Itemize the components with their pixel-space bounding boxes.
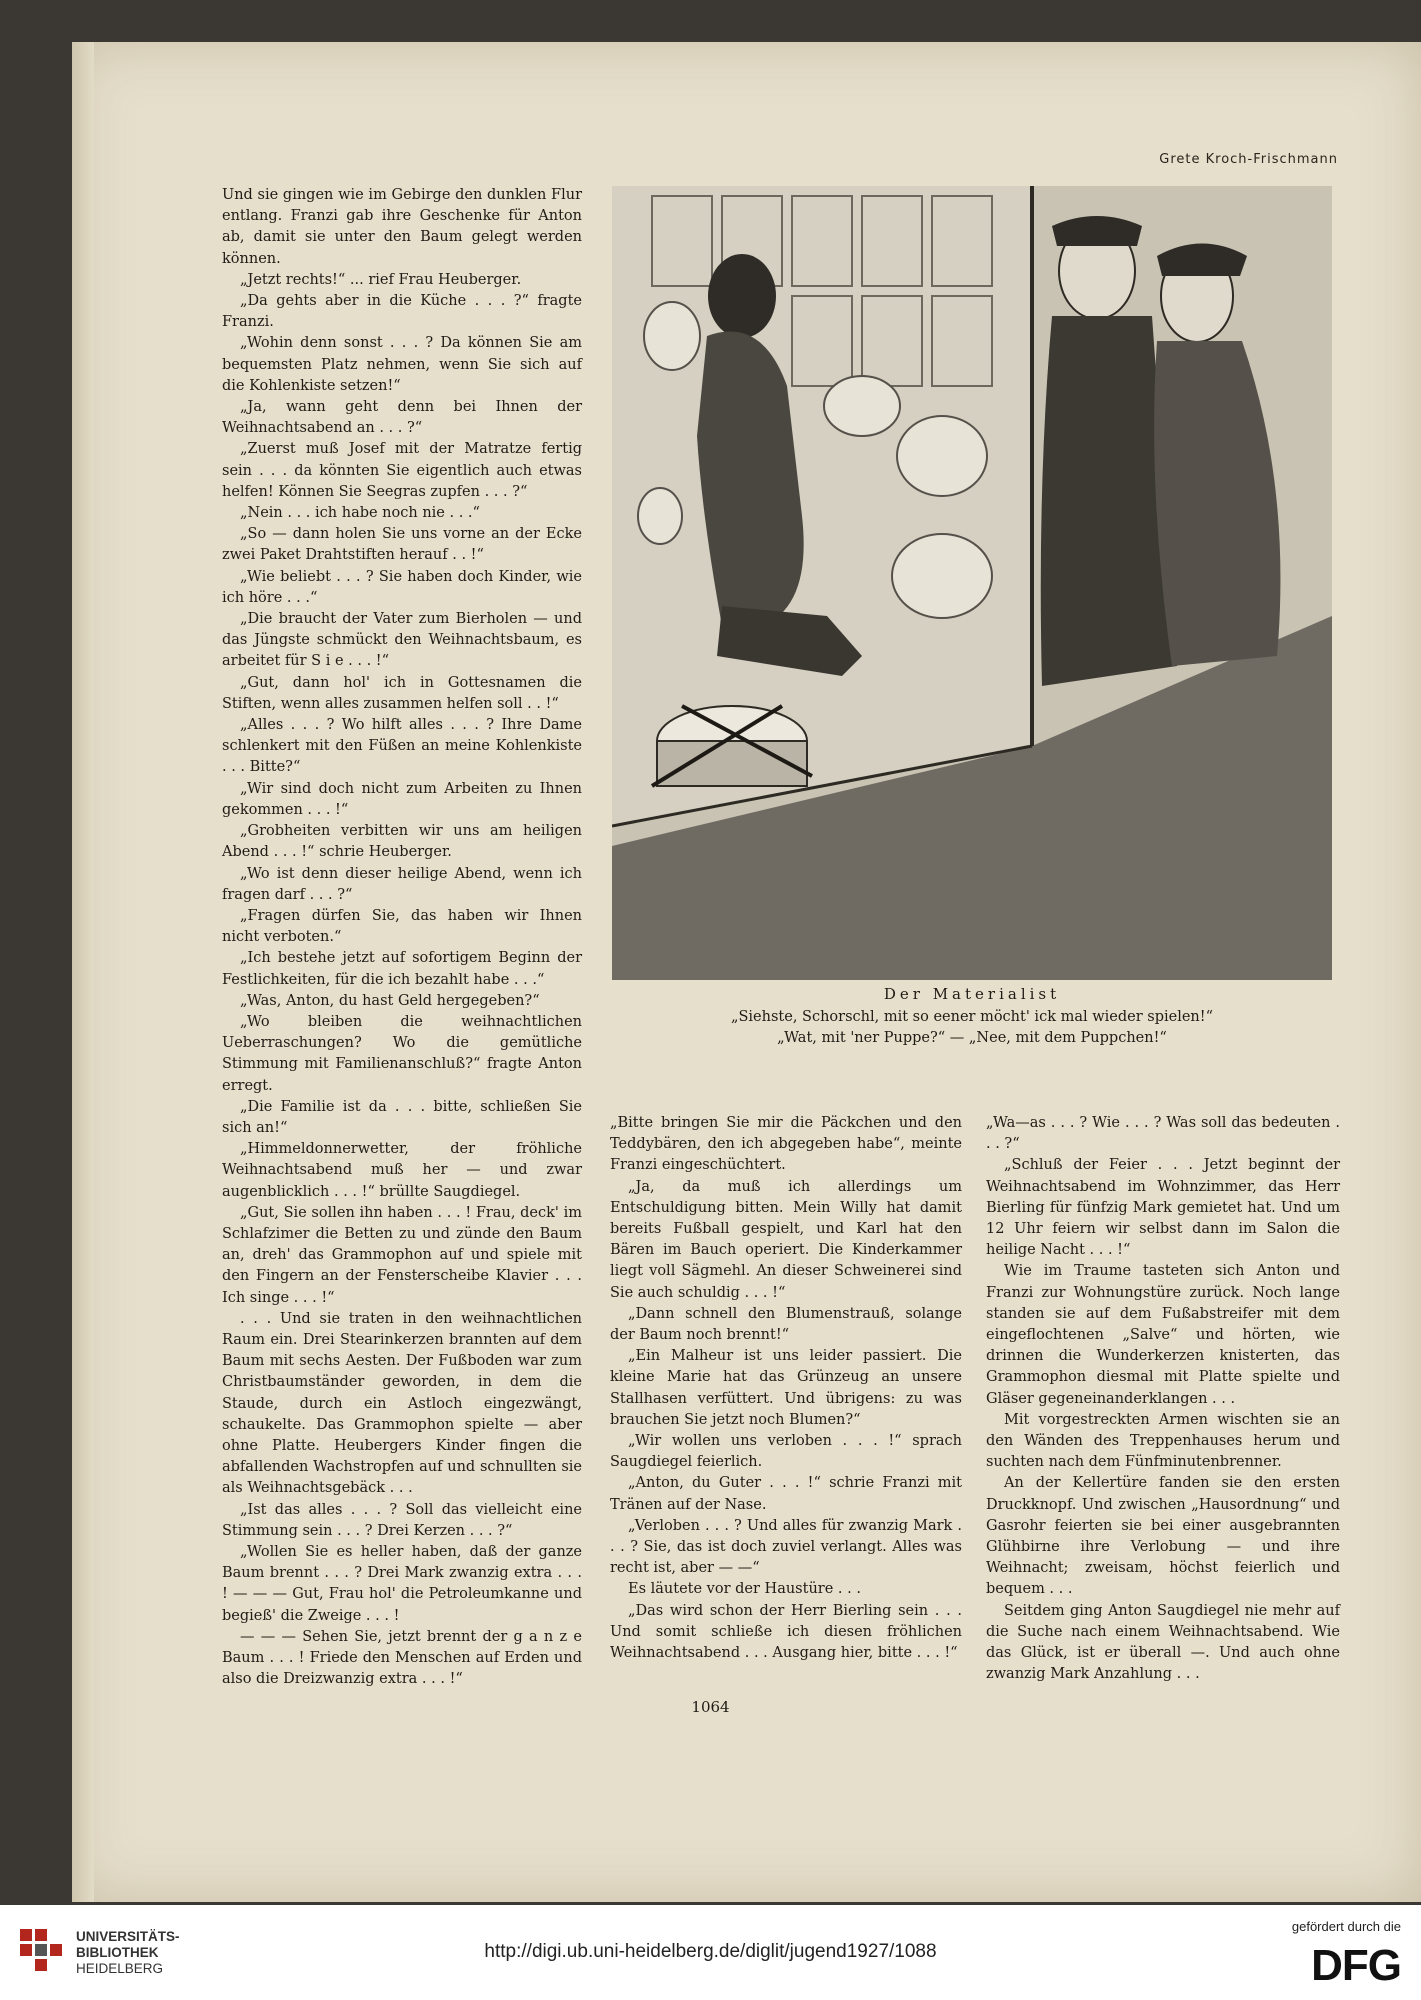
illustration-drawing [612,186,1332,980]
middle-column-paragraph: „Anton, du Guter . . . !“ schrie Franzi mit Tränen auf der Nase. [610,1475,962,1513]
library-name-line-3: HEIDELBERG [76,1961,164,1976]
caption-title: Der Materialist [883,985,1061,1003]
text-column-left [222,185,582,1690]
middle-column-paragraph: „Ein Malheur ist uns leider passiert. Die kleine Marie hat das Grünzeug an unsere Stallhasen verfüttert. Und übrigens: zu was brauchen Sie jetzt noch Blumen?“ [610,1348,962,1428]
caption-line-2: „Wat, mit 'ner Puppe?“ — „Nee, mit dem Puppchen!“ [777,1030,1167,1046]
left-column-paragraph: „Wollen Sie es heller haben, daß der ganze Baum brennt . . . ? Drei Mark zwanzig extra . . . ! — — — Gut, Frau hol' die Petroleumkanne und begieß' die Zweige . . . ! [222,1544,582,1624]
left-column-paragraph: „Himmeldonnerwetter, der fröhliche Weihnachtsabend muß her — und zwar augenblicklich . . . !“ brüllte Saugdiegel. [222,1141,582,1200]
library-name-line-2: BIBLIOTHEK [76,1945,159,1960]
page-edge [72,42,94,1902]
left-column-paragraph: „Ich bestehe jetzt auf sofortigem Beginn der Festlichkeiten, für die ich bezahlt habe . . .“ [222,950,582,988]
right-column-paragraph: Mit vorgestreckten Armen wischten sie an den Wänden des Treppenhauses herum und suchten nach dem Fünfminutenbrenner. [986,1411,1340,1471]
footer-bar [0,1905,1421,2000]
left-column-paragraph: „Gut, dann hol' ich in Gottesnamen die Stiften, wenn alles zusammen helfen soll . . !“ [222,674,582,712]
left-column-paragraph: „Alles . . . ? Wo hilft alles . . . ? Ihre Dame schlenkert mit den Füßen an meine Kohlenkiste . . . Bitte?“ [222,717,582,776]
left-column-paragraph: „Da gehts aber in die Küche . . . ?“ fragte Franzi. [222,293,582,331]
left-column-paragraph: „Die Familie ist da . . . bitte, schließen Sie sich an!“ [222,1098,582,1136]
left-column-paragraph: . . . Und sie traten in den weihnachtlichen Raum ein. Drei Stearinkerzen brannten auf dem Baum mit sechs Aesten. Der Fußboden war zum Christbaumständer geworden, in dem die Staude, durch ein Astloch eingezwängt, schaukelte. Das Grammophon spielte — aber ohne Platte. Heubergers Kinder fingen die abfallenden Wachstropfen auf und schnullten sie als Weihnachtsgebäck . . . [222,1310,582,1497]
left-column-paragraph: Und sie gingen wie im Gebirge den dunklen Flur entlang. Franzi gab ihre Geschenke für Anton ab, damit sie unter den Baum gelegt werden können. [222,187,582,267]
left-column-paragraph: „Ja, wann geht denn bei Ihnen der Weihnachtsabend an . . . ?“ [222,399,582,437]
right-column-paragraph: „Wa—as . . . ? Wie . . . ? Was soll das bedeuten . . . ?“ [986,1115,1340,1153]
left-column-paragraph: „Gut, Sie sollen ihn haben . . . ! Frau, deck' im Schlafzimer die Betten zu und zünde den Baum an, dreh' das Grammophon auf und spiele mit den Fingern an der Fensterscheibe Klavier . . . Ich singe . . . !“ [222,1204,582,1306]
left-column-paragraph: „So — dann holen Sie uns vorne an der Ecke zwei Paket Drahtstiften herauf . . !“ [222,526,582,564]
illustration-caption [612,985,1332,1049]
text-column-right [986,1113,1340,1685]
left-column-paragraph: „Jetzt rechts!“ ... rief Frau Heuberger. [240,271,522,288]
text-column-middle [610,1113,962,1664]
left-column-paragraph: „Grobheiten verbitten wir uns am heiligen Abend . . . !“ schrie Heuberger. [222,823,582,861]
right-column-paragraph: An der Kellertüre fanden sie den ersten Druckknopf. Und zwischen „Hausordnung“ und Gasrohr feierten sie bei einer ausgebrannten Glühbirne ihre Verlobung — und ihre Weihnacht; zweisam, höchst feierlich und bequem . . . [986,1475,1340,1598]
left-column-paragraph: „Wo bleiben die weihnachtlichen Ueberraschungen? Wo die gemütliche Stimmung mit Familienanschluß?“ fragte Anton erregt. [222,1013,582,1094]
left-column-paragraph: „Wir sind doch nicht zum Arbeiten zu Ihnen gekommen . . . !“ [222,780,582,818]
left-column-paragraph: „Wohin denn sonst . . . ? Da können Sie am bequemsten Platz nehmen, wenn Sie sich auf die Kohlenkiste setzen!“ [222,335,582,394]
right-column-paragraph: Seitdem ging Anton Saugdiegel nie mehr auf die Suche nach einem Weihnachtsabend. Wie das Glück, ist er überall —. Und auch ohne zwanzig Mark Anzahlung . . . [986,1602,1340,1683]
caption-line-1: „Siehste, Schorschl, mit so eener möcht' ick mal wieder spielen!“ [730,1009,1214,1025]
left-column-paragraph: „Ist das alles . . . ? Soll das vielleicht eine Stimmung sein . . . ? Drei Kerzen . . . ?“ [222,1501,582,1539]
page-number: 1064 [691,1698,730,1716]
middle-column-paragraph: „Ja, da muß ich allerdings um Entschuldigung bitten. Mein Willy hat damit bereits Fußball gespielt, und Karl hat den Bären im Bauch operiert. Die Kinderkammer liegt voll Sägmehl. An dieser Schweinerei sind Sie auch schuldig . . . !“ [610,1178,962,1301]
left-column-paragraph: „Wo ist denn dieser heilige Abend, wenn ich fragen darf . . . ?“ [222,865,582,903]
right-column-paragraph: „Schluß der Feier . . . Jetzt beginnt der Weihnachtsabend im Wohnzimmer, das Herr Bierling für fünfzig Mark gemietet hat. Und um 12 Uhr feiern wir selbst dann im Salon die heilige Nacht . . . !“ [986,1157,1340,1259]
middle-column-paragraph: Es läutete vor der Haustüre . . . [628,1581,861,1598]
left-column-paragraph: „Nein . . . ich habe noch nie . . .“ [240,505,480,522]
middle-column-paragraph: „Dann schnell den Blumenstrauß, solange der Baum noch brennt!“ [610,1305,962,1344]
author-header: Grete Kroch-Frischmann [1159,152,1338,167]
left-column-paragraph: „Was, Anton, du hast Geld hergegeben?“ [240,992,540,1009]
middle-column-paragraph: „Wir wollen uns verloben . . . !“ sprach Saugdiegel feierlich. [610,1433,962,1471]
permalink-url[interactable]: http://digi.ub.uni-heidelberg.de/diglit/jugend1927/1088 [484,1941,937,1962]
middle-column-paragraph: „Das wird schon der Herr Bierling sein . . . Und somit schließe ich diesen fröhlichen Weihnachtsabend . . . Ausgang hier, bitte . . . !“ [610,1602,962,1662]
left-column-paragraph: „Fragen dürfen Sie, das haben wir Ihnen nicht verboten.“ [222,907,582,946]
left-column-paragraph: „Die braucht der Vater zum Bierholen — und das Jüngste schmückt den Weihnachtsbaum, es arbeitet für S i e . . . !“ [222,611,582,670]
middle-column-paragraph: „Verloben . . . ? Und alles für zwanzig Mark . . . ? Sie, das ist doch zuviel verlangt. Alles was recht ist, aber — —“ [610,1517,962,1577]
left-column-paragraph: — — — Sehen Sie, jetzt brennt der g a n z e Baum . . . ! Friede den Menschen auf Erden und also die Dreizwanzig extra . . . !“ [222,1628,582,1688]
left-column-paragraph: „Zuerst muß Josef mit der Matratze fertig sein . . . da könnten Sie eigentlich auch etwas helfen! Können Sie Seegras zupfen . . . ?“ [222,441,582,500]
right-column-paragraph: Wie im Traume tasteten sich Anton und Franzi zur Wohnungstüre zurück. Noch lange standen sie auf dem Fußabstreifer mit dem eingeflochtenen „Salve“ und hörten, wie drinnen die Wunderkerzen knisterten, das Grammophon diesmal mit Platte spielte und Gläser gegeneinanderklangen . . . [986,1263,1340,1407]
left-column-paragraph: „Wie beliebt . . . ? Sie haben doch Kinder, wie ich höre . . .“ [222,568,582,606]
dfg-logo: DFG [1311,1941,1401,1990]
library-name-line-1: UNIVERSITÄTS- [76,1929,180,1944]
illustration-der-materialist [612,186,1332,980]
funded-by-label: gefördert durch die [1291,1919,1401,1934]
middle-column-paragraph: „Bitte bringen Sie mir die Päckchen und den Teddybären, den ich abgegeben habe“, meinte Franzi eingeschüchtert. [610,1115,962,1174]
